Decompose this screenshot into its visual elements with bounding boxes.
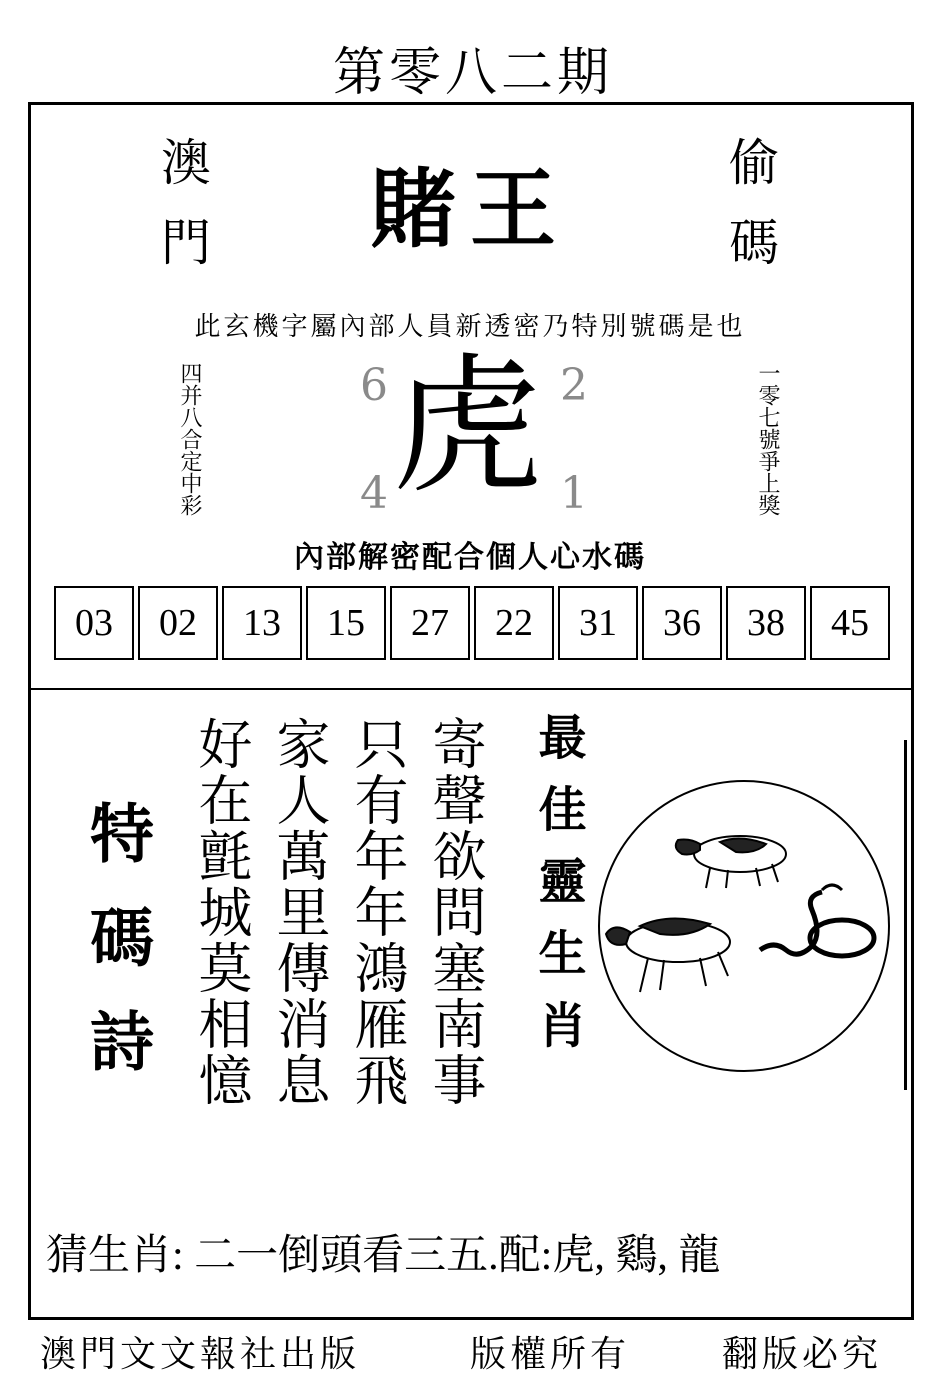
right-edge-rule: [904, 740, 907, 1090]
footer-warning: 翻版必究: [722, 1334, 883, 1375]
hint-number-bottom-right: 1: [560, 468, 588, 519]
hint-number-top-right: 2: [560, 360, 588, 411]
number-box: 02: [138, 586, 218, 660]
section-divider: [28, 688, 914, 690]
number-box: 27: [390, 586, 470, 660]
page-title: 賭王: [370, 160, 570, 260]
footer-rights: 版權所有: [470, 1334, 631, 1375]
featured-zodiac: 虎: [392, 340, 543, 514]
corner-right-text: 偷碼: [721, 136, 779, 296]
number-box: 38: [726, 586, 806, 660]
internal-decode-label: 內部解密配合個人心水碼: [294, 540, 646, 575]
poem-line: 只有年年鴻雁飛: [346, 716, 409, 1108]
hint-number-bottom-left: 4: [360, 468, 388, 519]
side-note-right: 一零七號爭上獎: [755, 362, 780, 516]
number-box: 31: [558, 586, 638, 660]
poem-title: 特碼詩: [79, 800, 154, 1112]
number-box: 15: [306, 586, 386, 660]
corner-left-text: 澳門: [153, 136, 211, 296]
zodiac-illustration: [598, 780, 890, 1072]
number-box: 13: [222, 586, 302, 660]
animals-sketch-icon: [600, 782, 888, 1070]
issue-title: 第零八二期: [332, 43, 613, 103]
best-zodiac-label: 最佳靈生肖: [530, 712, 586, 1072]
footer-publisher: 澳門文文報社出版: [40, 1334, 361, 1375]
guess-zodiac-line: 猜生肖: 二一倒頭看三五.配:虎, 鷄, 龍: [46, 1233, 721, 1279]
number-row: [54, 586, 888, 662]
poem-line: 寄聲欲問塞南事: [424, 716, 487, 1108]
number-box: 45: [810, 586, 890, 660]
number-box: 03: [54, 586, 134, 660]
description-line: 此玄機字屬內部人員新透密乃特別號碼是也: [194, 312, 746, 342]
number-box: 22: [474, 586, 554, 660]
poem-line: 好在氈城莫相憶: [190, 716, 253, 1108]
hint-number-top-left: 6: [360, 360, 388, 411]
side-note-left: 四并八合定中彩: [177, 362, 202, 516]
number-box: 36: [642, 586, 722, 660]
poem-line: 家人萬里傳消息: [268, 716, 331, 1108]
